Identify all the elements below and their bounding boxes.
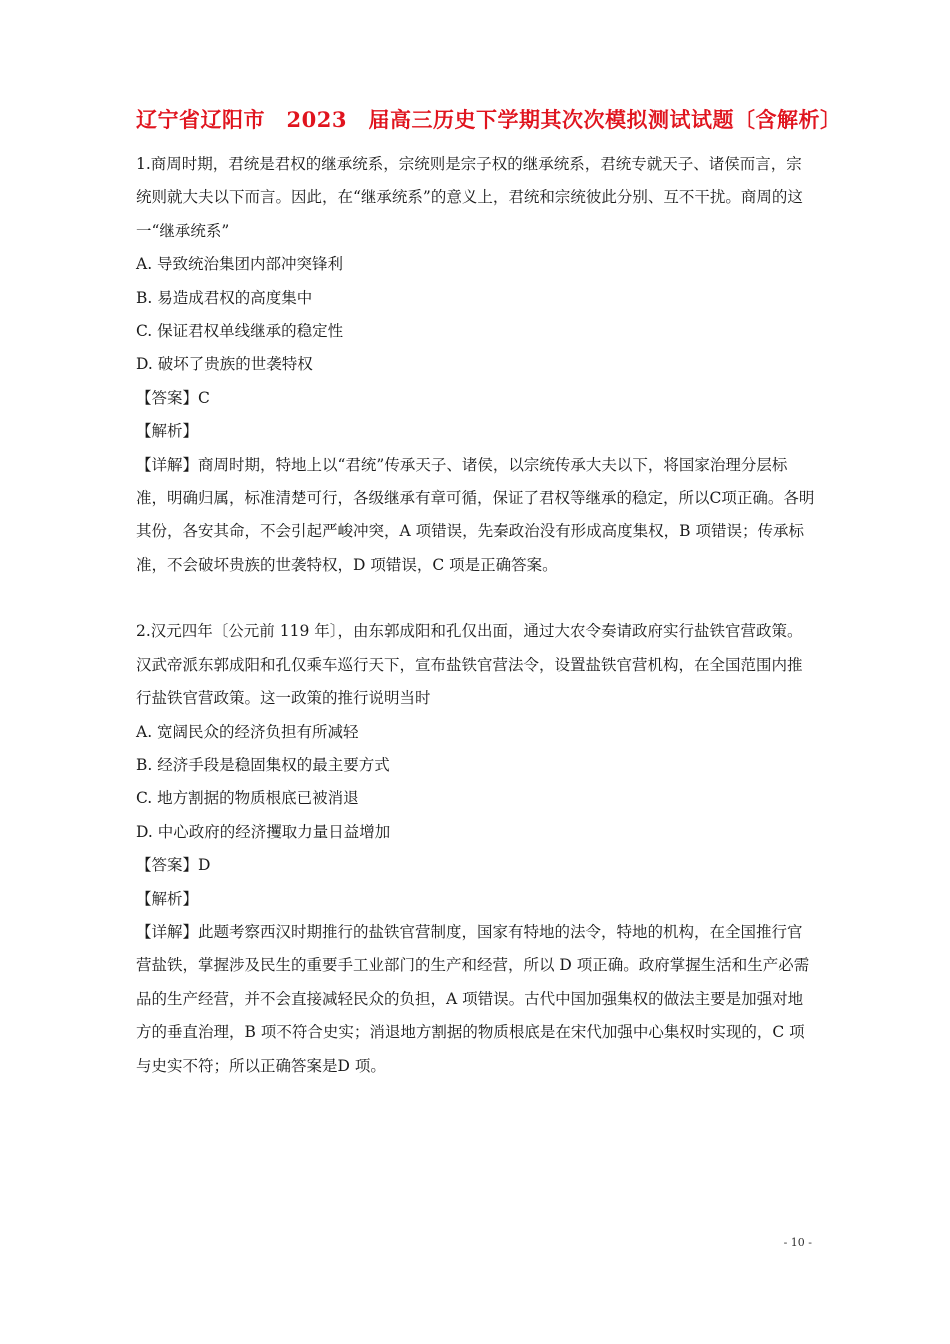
question-stem: 1.商周时期，君统是君权的继承统系，宗统则是宗子权的继承统系，君统专就天子、诸侯而言，宗统则就大夫以下而言。因此，在“继承统系”的意义上，君统和宗统彼此分别、互不干扰。商周的这一“继承统系” (136, 155, 803, 240)
option-d: D. 破坏了贵族的世袭特权 (136, 355, 313, 374)
question-spacer (136, 582, 816, 615)
option-c: C. 地方割据的物质根底已被消退 (136, 789, 359, 808)
analysis-label: 【解析】 (136, 889, 199, 908)
question-2 (136, 615, 816, 1083)
option-d: D. 中心政府的经济攫取力量日益增加 (136, 822, 391, 841)
answer-line: 【答案】C (136, 388, 210, 407)
option-a: A. 宽阔民众的经济负担有所减轻 (136, 722, 359, 741)
document-body (136, 148, 816, 1083)
document-title: 辽宁省辽阳市 2023 届高三历史下学期其次次模拟测试试题〔含解析〕 (136, 107, 842, 132)
option-b: B. 经济手段是稳固集权的最主要方式 (136, 755, 390, 774)
page-number: - 10 - (783, 1236, 812, 1249)
option-b: B. 易造成君权的高度集中 (136, 288, 313, 307)
question-stem: 2.汉元四年〔公元前 119 年〕，由东郭成阳和孔仅出面，通过大农令奏请政府实行盐铁官营政策。汉武帝派东郭成阳和孔仅乘车巡行天下，宣布盐铁官营法令，设置盐铁官营机构，在全国范围内推行盐铁官营政策。这一政策的推行说明当时 (136, 622, 803, 708)
detail-explanation: 【详解】此题考察西汉时期推行的盐铁官营制度，国家有特地的法令，特地的机构，在全国推行官营盐铁，掌握涉及民生的重要手工业部门的生产和经营，所以 D 项正确。政府掌握生活和生产必需品的生产经营，并不会直接减轻民众的负担，A 项错误。古代中国加强集权的做法主要是加强对地方的垂直治理，B 项不符合史实；消退地方割据的物质根底是在宋代加强中心集权时实现的，C 项与史实不符；所以正确答案是D 项。 (136, 922, 810, 1075)
answer-line: 【答案】D (136, 856, 211, 875)
question-1 (136, 148, 816, 582)
analysis-label: 【解析】 (136, 422, 199, 441)
option-c: C. 保证君权单线继承的稳定性 (136, 322, 344, 341)
detail-explanation: 【详解】商周时期，特地上以“君统”传承天子、诸侯，以宗统传承大夫以下，将国家治理分层标准，明确归属，标准清楚可行，各级继承有章可循，保证了君权等继承的稳定，所以C项正确。各明其份，各安其命，不会引起严峻冲突，A 项错误，先秦政治没有形成高度集权，B 项错误；传承标准，不会破坏贵族的世袭特权，D 项错误，C 项是正确答案。 (136, 455, 815, 574)
option-a: A. 导致统治集团内部冲突锋利 (136, 255, 344, 274)
